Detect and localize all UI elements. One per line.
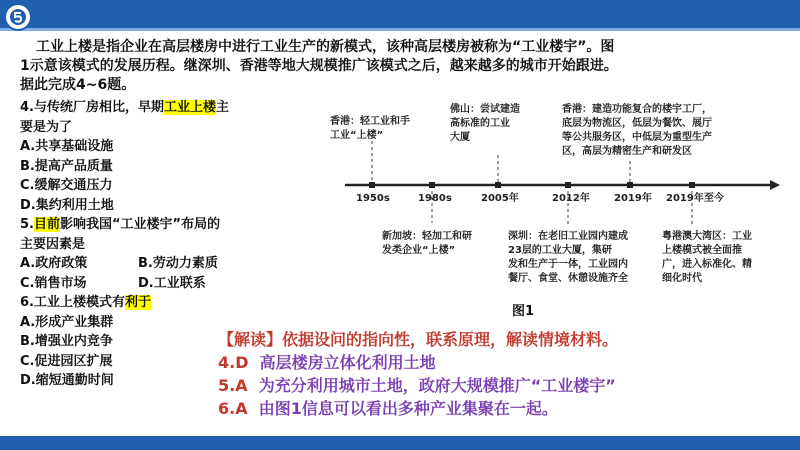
note-hongkong-2019: 香港：建造功能复合的楼宇工厂， 底层为物流区，低层为餐饮、展厅 等公共服务区，中低层为重型生产 区，高层为精密生产和研发区: [562, 104, 712, 157]
q5-option-c: C.销售市场: [20, 275, 87, 291]
tick-label-2019: 2019年: [614, 193, 652, 204]
q4-option-b: B.提高产品质量: [20, 158, 113, 174]
q5-options-cd: [20, 274, 305, 294]
q6-option-c: C.促进园区扩展: [20, 353, 113, 369]
answer-q5: 5.A 为充分利用城市土地，政府大规模推广“工业楼宇”: [218, 376, 616, 395]
tick-label-1950s: 1950s: [356, 193, 390, 204]
q4-option-a: A.共享基础设施: [20, 139, 114, 154]
intro-line-2: 1示意该模式的发展历程。继深圳、香港等地大规模推广该模式之后，越来越多的城市开始跟进。: [20, 58, 618, 74]
intro-line-1: 工业上楼是指企业在高层楼房中进行工业生产的新模式，该种高层楼房被称为“工业楼宇”。图: [36, 39, 615, 55]
header-accent-line: [0, 28, 800, 31]
q4-option-d: D.集约利用土地: [20, 197, 114, 213]
answer-q4: 4.D 高层楼房立体化利用土地: [218, 353, 436, 372]
figure-1-timeline: [300, 95, 780, 325]
tick-2005: [495, 182, 501, 188]
q5-option-a: A.政府政策: [20, 256, 88, 271]
tick-label-2019-now: 2019年至今: [666, 193, 724, 204]
q5-option-b: B.劳动力素质: [138, 256, 218, 271]
timeline-arrow: [770, 180, 780, 190]
q5-stem-cont: 主要因素是: [20, 236, 86, 252]
figure-caption: 图1: [512, 304, 535, 319]
intro-line-3: 据此完成4~6题。: [20, 77, 136, 93]
q6-option-b: B.增强业内竞争: [20, 334, 113, 349]
q4-stem-cont: 要是为了: [20, 119, 73, 135]
q6-stem: 6.工业上楼模式有利于: [20, 295, 151, 310]
footer-bar: [0, 436, 800, 450]
note-hongkong-1950s: 香港：轻工业和手 工业“上楼”: [330, 116, 410, 141]
answer-q6: 6.A 由图1信息可以看出多种产业集聚在一起。: [218, 399, 558, 418]
q6-option-d: D.缩短通勤时间: [20, 373, 114, 388]
q5-stem: 5.目前影响我国“工业楼宇”布局的: [20, 217, 221, 232]
q5-option-d: D.工业联系: [138, 275, 206, 291]
tick-label-2012: 2012年: [552, 193, 590, 204]
logo-icon: [4, 3, 32, 31]
tick-1980s: [429, 182, 435, 188]
q5-highlight: 目前: [33, 217, 60, 232]
answer-intro: 【解读】依据设问的指向性，联系原理，解读情境材料。: [218, 330, 619, 349]
header-bar: [0, 0, 800, 28]
q4-stem: 4.与传统厂房相比，早期工业上楼主: [20, 100, 230, 115]
tick-2019: [627, 182, 633, 188]
note-singapore-1980s: 新加坡：轻加工和研 发类企业“上楼”: [382, 231, 472, 256]
intro-paragraph: [20, 38, 760, 95]
note-foshan-2005: 佛山：尝试建造 高标准的工业 大厦: [450, 104, 520, 143]
q4-highlight: 工业上楼: [163, 100, 216, 115]
tick-2012: [565, 182, 571, 188]
tick-label-1980s: 1980s: [418, 193, 452, 204]
tick-label-2005: 2005年: [481, 193, 519, 204]
answer-explanation: [218, 328, 618, 420]
note-shenzhen-2012: 深圳：在老旧工业园内建成 23层的工业大厦，集研 发和生产于一体，工业园内 餐厅、食堂、休憩设施齐全: [508, 231, 628, 284]
q6-highlight: 利于: [124, 295, 151, 310]
q6-option-a: A.形成产业集群: [20, 314, 114, 330]
tick-2019-now: [689, 182, 695, 188]
tick-1950s: [369, 182, 375, 188]
note-gba-2019-now: 粤港澳大湾区：工业 上楼模式被全面推 广，进入标准化、精 细化时代: [662, 231, 752, 284]
q5-options-ab: [20, 254, 305, 274]
q4-option-c: C.缓解交通压力: [20, 178, 113, 193]
